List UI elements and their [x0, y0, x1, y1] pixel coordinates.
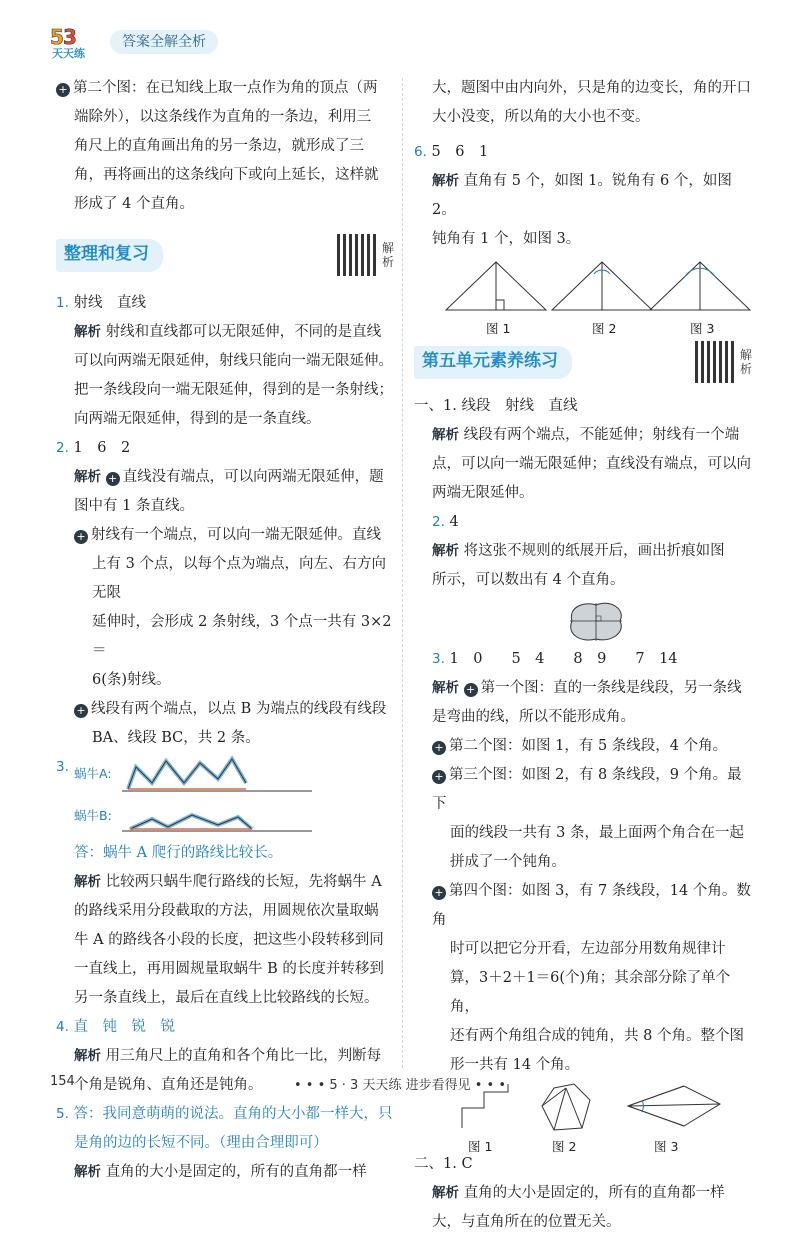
folded-paper-figure: [564, 597, 628, 643]
qr-code-icon: [695, 341, 737, 383]
figure-caption: 图 2: [552, 1139, 577, 1154]
brand-logo: [48, 24, 108, 60]
figure-caption: 图 1: [486, 321, 511, 336]
question-1: 1. 射线 直线 解析 射线和直线都可以无限延伸，不同的是直线 可以向两端无限延伸，射线只能向一端无限延伸。 把一条线段向一端无限延伸，得到的是一条射线； 向两端无限延伸，得到的是一条直线。: [56, 295, 393, 427]
qr-label: 解析: [382, 241, 395, 269]
part1-question-1: 一、1. 线段 射线 直线 解析 线段有两个端点，不能延伸；射线有一个端 点，可以向一端无限延伸；直线没有端点，可以向 两端无限延伸。: [414, 398, 751, 501]
part1-question-2: 2. 4 解析 将这张不规则的纸展开后，画出折痕如图 所示，可以数出有 4 个直角。: [414, 508, 754, 645]
bullet-icon: +: [432, 886, 446, 900]
question-6: 6. 5 6 1 解析 直角有 5 个，如图 1。锐角有 6 个，如图 2。 钝角有 1 个，如图 3。 图 1 图 2 图 3: [414, 138, 754, 332]
svg-text:3: 3: [63, 25, 77, 49]
part1-question-3: 3. 1 0 5 4 8 9 7 14 解析 + 第一个图：直的一条线是线段，另一条线 是弯曲的线，所以不能形成角。 + 第二个图：如图 1，有 5 条线段，4 个角。 + 第三个图：如图 2，有 8 条线段，9 个角。最下 面的线段一共有 3 条，最上面两个角合在一起 拼成了一个钝角。 + 第四个图：如图 3，有 7 条线段，14 个角。数角 时可以把它分开看，左边部分用数角规律计 算，3＋2＋1＝6(个)角；其余部分除了单个角， 还有两个角组合成的钝角，共 8 个角。整个图 形一共有 14 个角。 图 1 图 2 图 3: [414, 645, 754, 1150]
qr-code-unit5[interactable]: [695, 341, 754, 383]
figure-caption: 图 1: [468, 1139, 493, 1154]
qr-label: 解析: [740, 348, 753, 376]
bullet-icon: +: [432, 741, 446, 755]
snail-b-label: 蜗牛B:: [74, 808, 112, 823]
para-second-figure: + 第二个图：在已知线上取一点作为角的顶点（两 端除外），以这条线作为直角的一条边，利用三 角尺上的直角画出角的另一条边，就形成了三 角，再将画出的这条线向下或向上延长，这样就 形成了 4 个直角。: [56, 74, 396, 219]
bullet-icon: +: [432, 770, 446, 784]
page-number: 154: [50, 1074, 75, 1089]
bullet-icon: +: [74, 530, 88, 544]
snail-a-label: 蜗牛A:: [74, 766, 112, 781]
bullet-icon: +: [106, 472, 120, 486]
bullet-icon: +: [56, 83, 70, 97]
question-4: 4. 直 钝 锐 锐 解析 用三角尺上的直角和各个角比一比，判断每 个角是锐角、直角还是钝角。: [56, 1019, 382, 1093]
section-title-review: 整理和复习: [56, 239, 163, 272]
figure-caption: 图 3: [654, 1139, 679, 1154]
section-title-unit5: 第五单元素养练习: [414, 346, 572, 379]
bullet-icon: +: [74, 704, 88, 718]
header-tag: 答案全解全析: [110, 30, 218, 54]
svg-text:5: 5: [50, 25, 64, 49]
question-3: 3. 蜗牛A: 蜗牛B: 答：蜗牛 A 爬行的路线比较长。 解析 比较两只蜗牛爬行路线的长短，先将蜗牛 A 的路线采用分段截取的方法，用圆规依次量取蜗 牛 A 的路线各小段的长度，把这些小段转移到同 一直线上，再用圆规量取蜗牛 B 的长度并转移到 另一条直线上，最后在直线上比较路线的长短。: [56, 753, 396, 1013]
figure-caption: 图 3: [690, 321, 715, 336]
part2-question-1: 二、1. C 解析 直角的大小是固定的，所有的直角都一样 大，与直角所在的位置无关。: [414, 1156, 725, 1230]
column-divider: [402, 78, 403, 1068]
snail-compass-figure: [122, 753, 312, 839]
angle-triangles-figure: [442, 254, 752, 314]
qr-code-review[interactable]: [337, 234, 396, 276]
figure-caption: 图 2: [592, 321, 617, 336]
footer-slogan: • • • 5 · 3 天天练 进步看得见 • • •: [293, 1078, 506, 1093]
right-column: [414, 74, 754, 1237]
left-column: [56, 74, 396, 1187]
question-5: 5. 答：我同意萌萌的说法。直角的大小都一样大，只 是角的边的长短不同。（理由合理即可） 解析 直角的大小是固定的，所有的直角都一样: [56, 1106, 393, 1180]
bullet-icon: +: [464, 683, 478, 697]
question-5-continued: 大，题图中由内向外，只是角的边变长，角的开口 大小没变，所以角的大小也不变。: [432, 80, 751, 125]
qr-code-icon: [337, 234, 379, 276]
question-2: 2. 1 6 2 解析 + 直线没有端点，可以向两端无限延伸，题 图中有 1 条直线。 + 射线有一个端点，可以向一端无限延伸。直线 上有 3 个点，以每个点为端点，向左、右方向无限 延伸时，会形成 2 条射线，3 个点一共有 3×2＝ 6(条)射线。 + 线段有两个端点，以点 B 为端点的线段有线段 BA、线段 BC，共 2 条。: [56, 440, 392, 746]
svg-text:天天练: 天天练: [52, 47, 85, 60]
